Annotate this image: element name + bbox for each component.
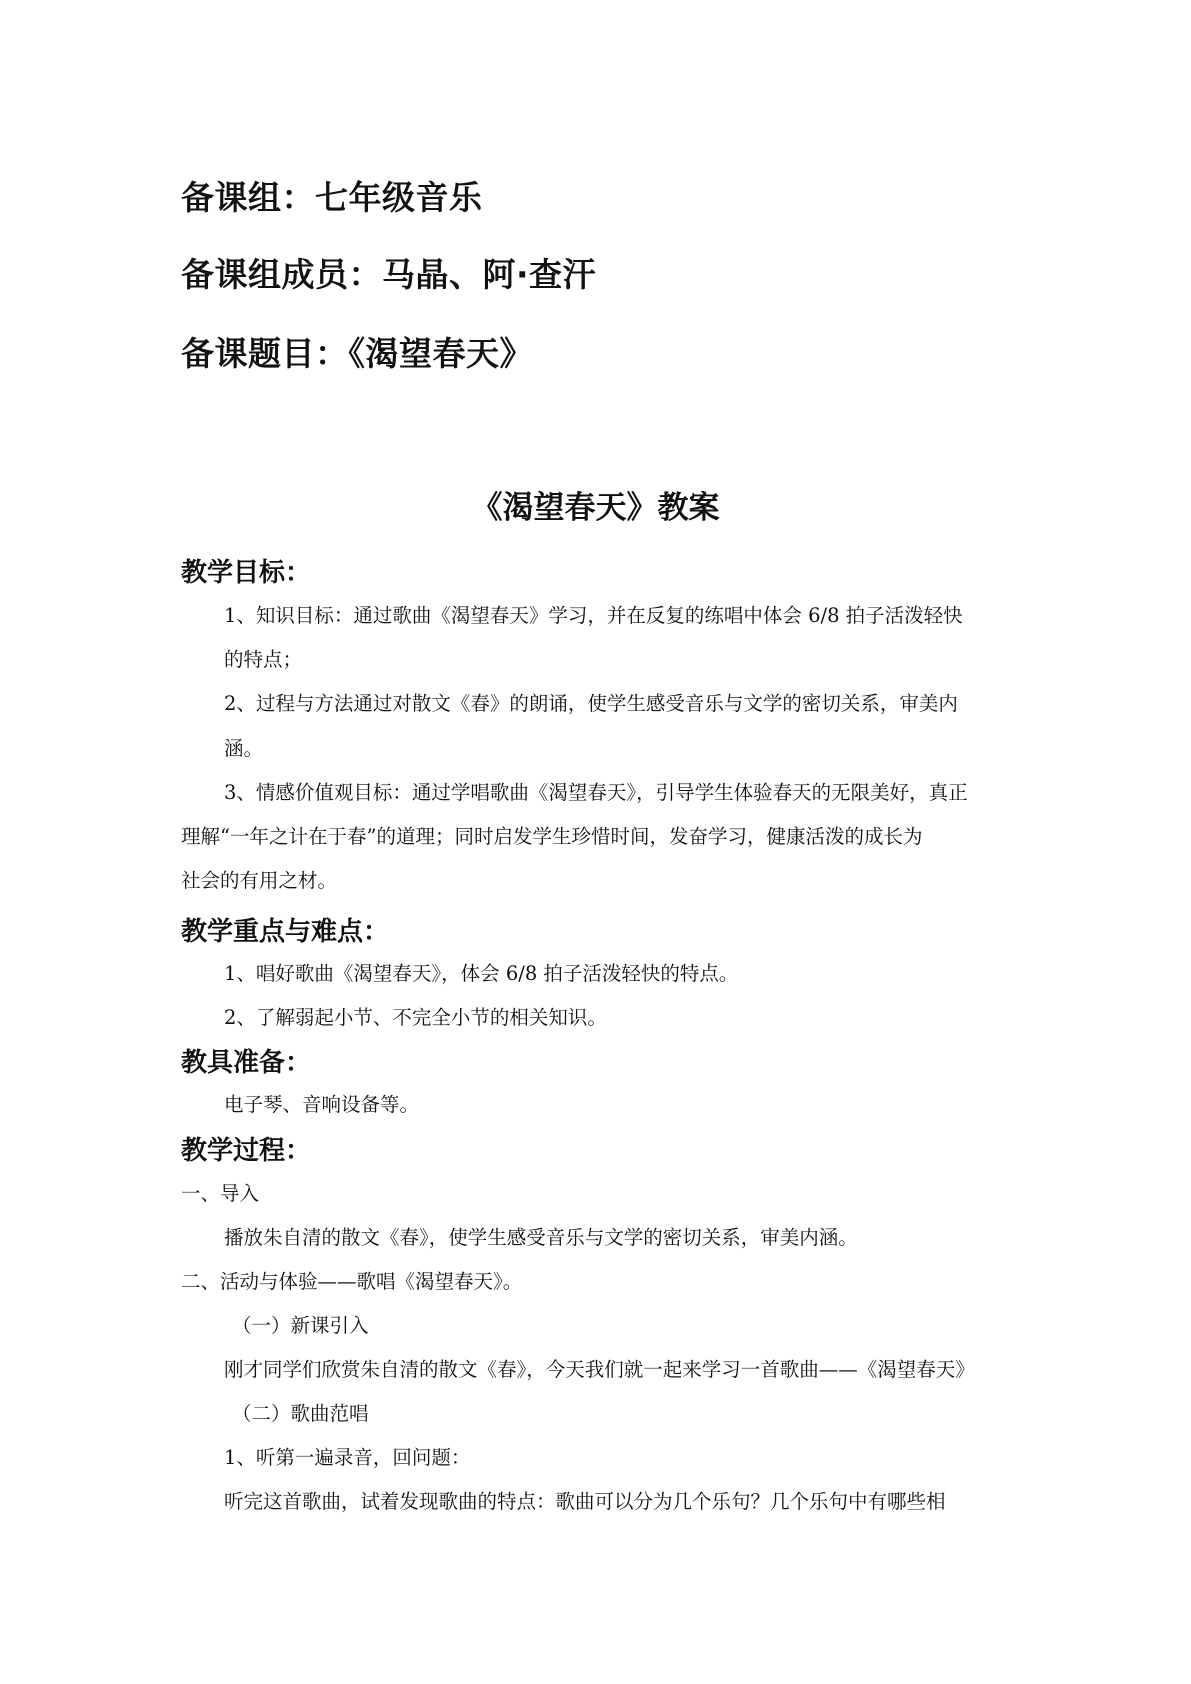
prep-members-line: 备课组成员：马晶、阿·查汗 [181,255,597,294]
key-points-line: 1、唱好歌曲《渴望春天》，体会 6/8 拍子活泼轻快的特点。 [224,962,739,985]
key-points-heading: 教学重点与难点： [181,917,390,947]
prep-topic-line: 备课题目：《渴望春天》 [181,334,533,373]
materials-line: 电子琴、音响设备等。 [224,1093,420,1116]
process-line: 二、活动与体验——歌唱《渴望春天》。 [181,1270,523,1293]
process-heading: 教学过程： [181,1136,312,1166]
key-points-line: 2、了解弱起小节、不完全小节的相关知识。 [224,1006,607,1029]
objectives-heading: 教学目标： [181,558,312,588]
objectives-line: 涵。 [224,737,264,760]
process-line: 刚才同学们欣赏朱自清的散文《春》，今天我们就一起来学习一首歌曲——《渴望春天》 [224,1358,975,1381]
objectives-line: 2、过程与方法通过对散文《春》的朗诵，使学生感受音乐与文学的密切关系，审美内 [224,692,958,715]
objectives-line: 3、情感价值观目标：通过学唱歌曲《渴望春天》，引导学生体验春天的无限美好，真正 [224,781,968,804]
objectives-line: 社会的有用之材。 [181,869,338,892]
process-line: 1、听第一遍录音，回问题： [224,1446,471,1469]
process-line: 一、导入 [181,1182,260,1205]
materials-heading: 教具准备： [181,1048,312,1078]
process-line: 播放朱自清的散文《春》，使学生感受音乐与文学的密切关系，审美内涵。 [224,1226,858,1249]
process-line: （一）新课引入 [232,1314,369,1337]
prep-group-line: 备课组：七年级音乐 [181,178,483,217]
process-line: 听完这首歌曲，试着发现歌曲的特点：歌曲可以分为几个乐句？几个乐句中有哪些相 [224,1490,946,1513]
objectives-line: 理解“一年之计在于春”的道理；同时启发学生珍惜时间，发奋学习，健康活泼的成长为 [181,825,923,848]
objectives-line: 的特点； [224,648,303,671]
process-line: （二）歌曲范唱 [232,1402,369,1425]
lesson-plan-title: 《渴望春天》教案 [471,490,720,526]
objectives-line: 1、知识目标：通过歌曲《渴望春天》学习，并在反复的练唱中体会 6/8 拍子活泼轻快 [224,604,963,627]
